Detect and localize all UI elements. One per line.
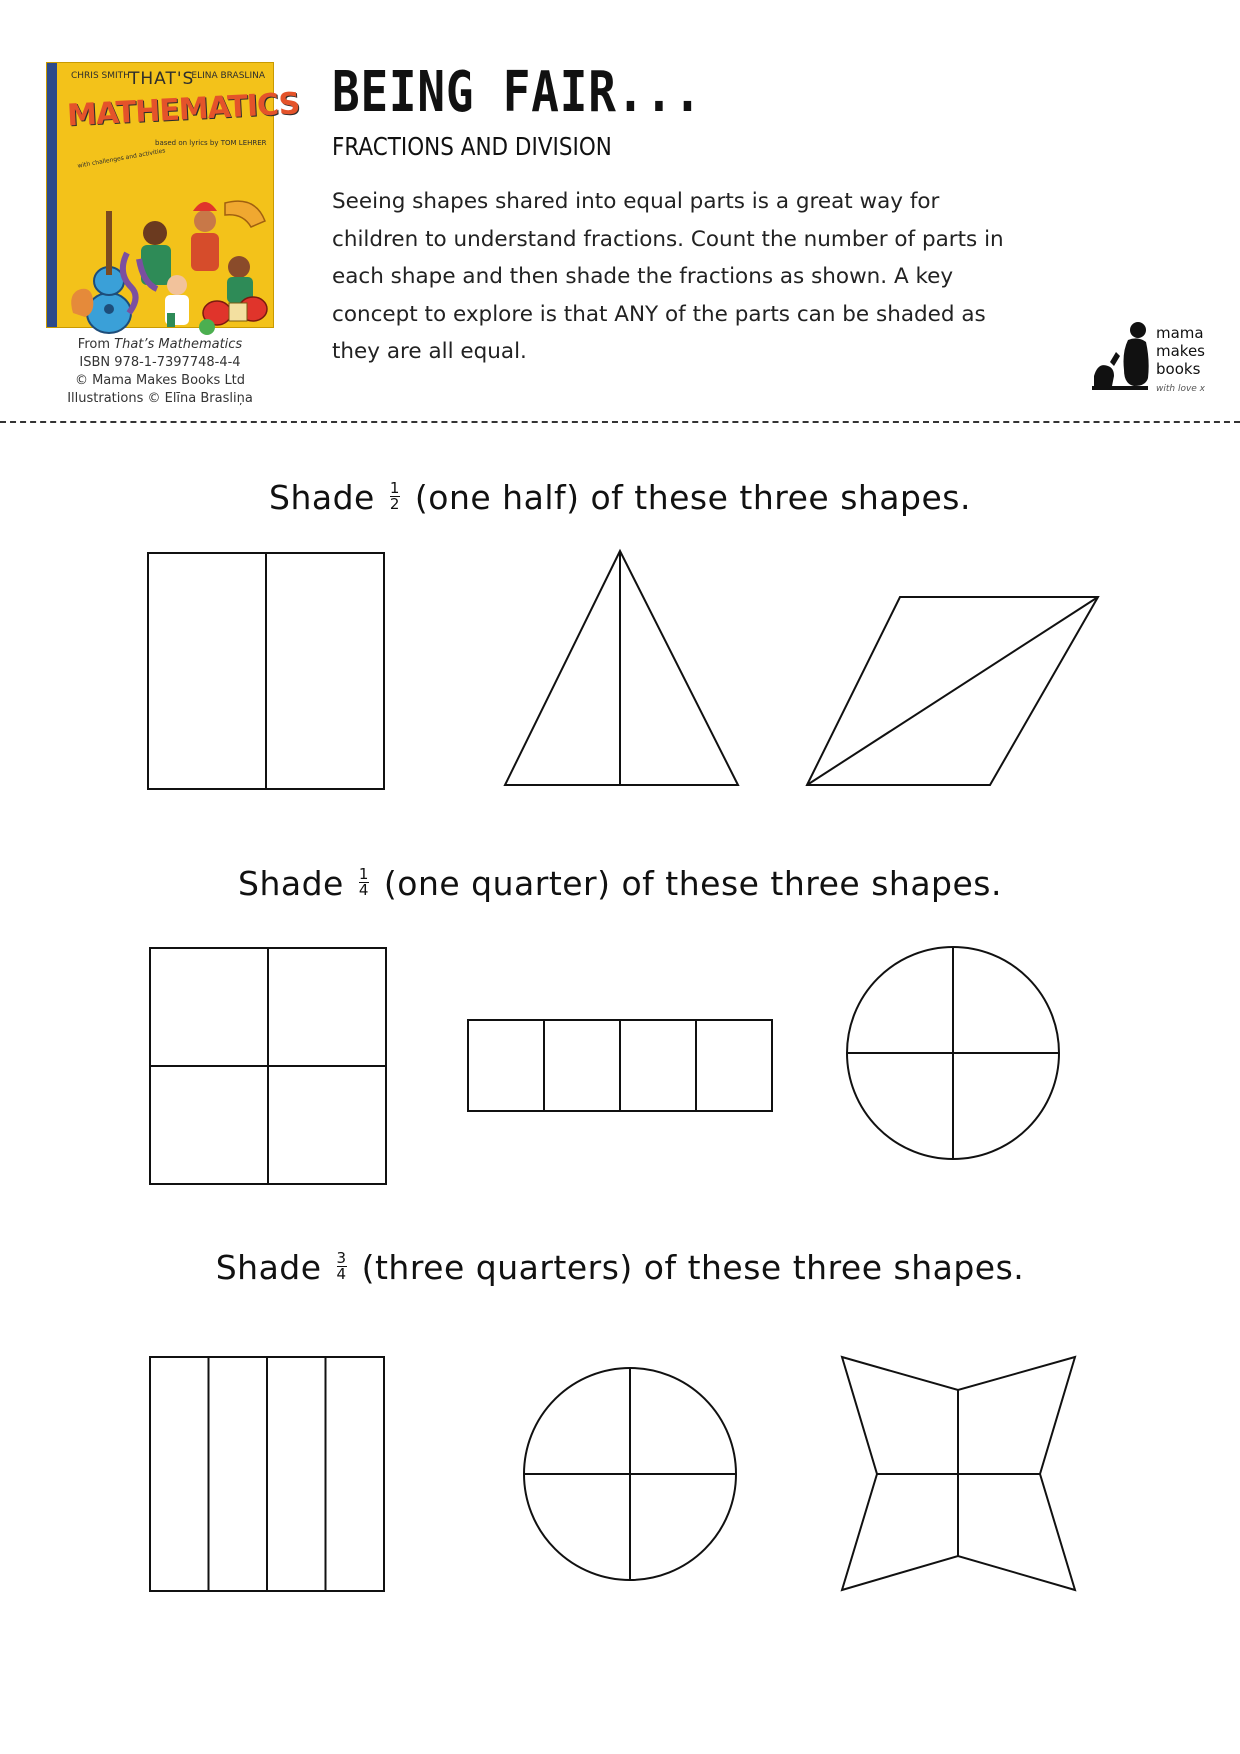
fraction-numerator: 1: [389, 479, 400, 497]
rectangle-four-strips-shape[interactable]: [150, 1357, 384, 1591]
credits-illustrations: Illustrations © Elīna Brasliņa: [67, 391, 253, 406]
cover-extra: with challenges and activities: [77, 147, 166, 170]
fraction-denominator: 2: [389, 495, 400, 513]
fraction-denominator: 4: [336, 1265, 347, 1283]
cover-title: MATHEMATICS: [66, 86, 301, 134]
credits-book-title: That’s Mathematics: [114, 337, 243, 352]
logo-tagline: with love x: [1156, 384, 1206, 394]
parallelogram-halved-shape[interactable]: [807, 597, 1098, 785]
instruction-suffix: (one half) of these three shapes.: [414, 478, 971, 517]
instruction-prefix: Shade: [215, 1248, 322, 1287]
credits-publisher: © Mama Makes Books Ltd: [74, 373, 246, 388]
rectangle-quartered-shape[interactable]: [468, 1020, 772, 1111]
triangle-halved-shape[interactable]: [505, 551, 738, 785]
instruction-prefix: Shade: [238, 864, 344, 903]
square-quartered-shape[interactable]: [150, 948, 386, 1184]
cover-author-right: ELINA BRASLINA: [191, 71, 265, 81]
cover-based-on: based on lyrics by TOM LEHRER: [155, 139, 267, 147]
intro-paragraph: Seeing shapes shared into equal parts is a great way for children to understand fractions. Count the number of parts in each shape and then shade the fractions as shown. A key concept to explore is that ANY of the parts can be shaded as they are all equal.: [332, 189, 1004, 364]
star-quartered-shape[interactable]: [842, 1357, 1075, 1590]
square-halved-shape[interactable]: [148, 553, 384, 789]
circle-three-quarters-shape[interactable]: [524, 1368, 736, 1580]
circle-quartered-shape[interactable]: [847, 947, 1059, 1159]
logo-word-makes: makes: [1156, 342, 1205, 360]
logo-word-mama: mama: [1156, 324, 1204, 342]
cover-thats: THAT'S: [129, 69, 195, 89]
credits-isbn: ISBN 978-1-7397748-4-4: [79, 355, 241, 370]
instruction-suffix: (one quarter) of these three shapes.: [383, 864, 1002, 903]
fraction-denominator: 4: [358, 881, 369, 899]
instruction-suffix: (three quarters) of these three shapes.: [361, 1248, 1025, 1287]
credits-from-prefix: From: [77, 337, 110, 352]
fraction-numerator: 1: [358, 865, 369, 883]
page-subtitle: FRACTIONS AND DIVISION: [332, 132, 612, 161]
logo-word-books: books: [1156, 360, 1201, 378]
cover-author-left: CHRIS SMITH: [71, 71, 130, 81]
page-title: BEING FAIR...: [332, 60, 703, 125]
fraction-numerator: 3: [336, 1249, 347, 1267]
instruction-prefix: Shade: [269, 478, 375, 517]
